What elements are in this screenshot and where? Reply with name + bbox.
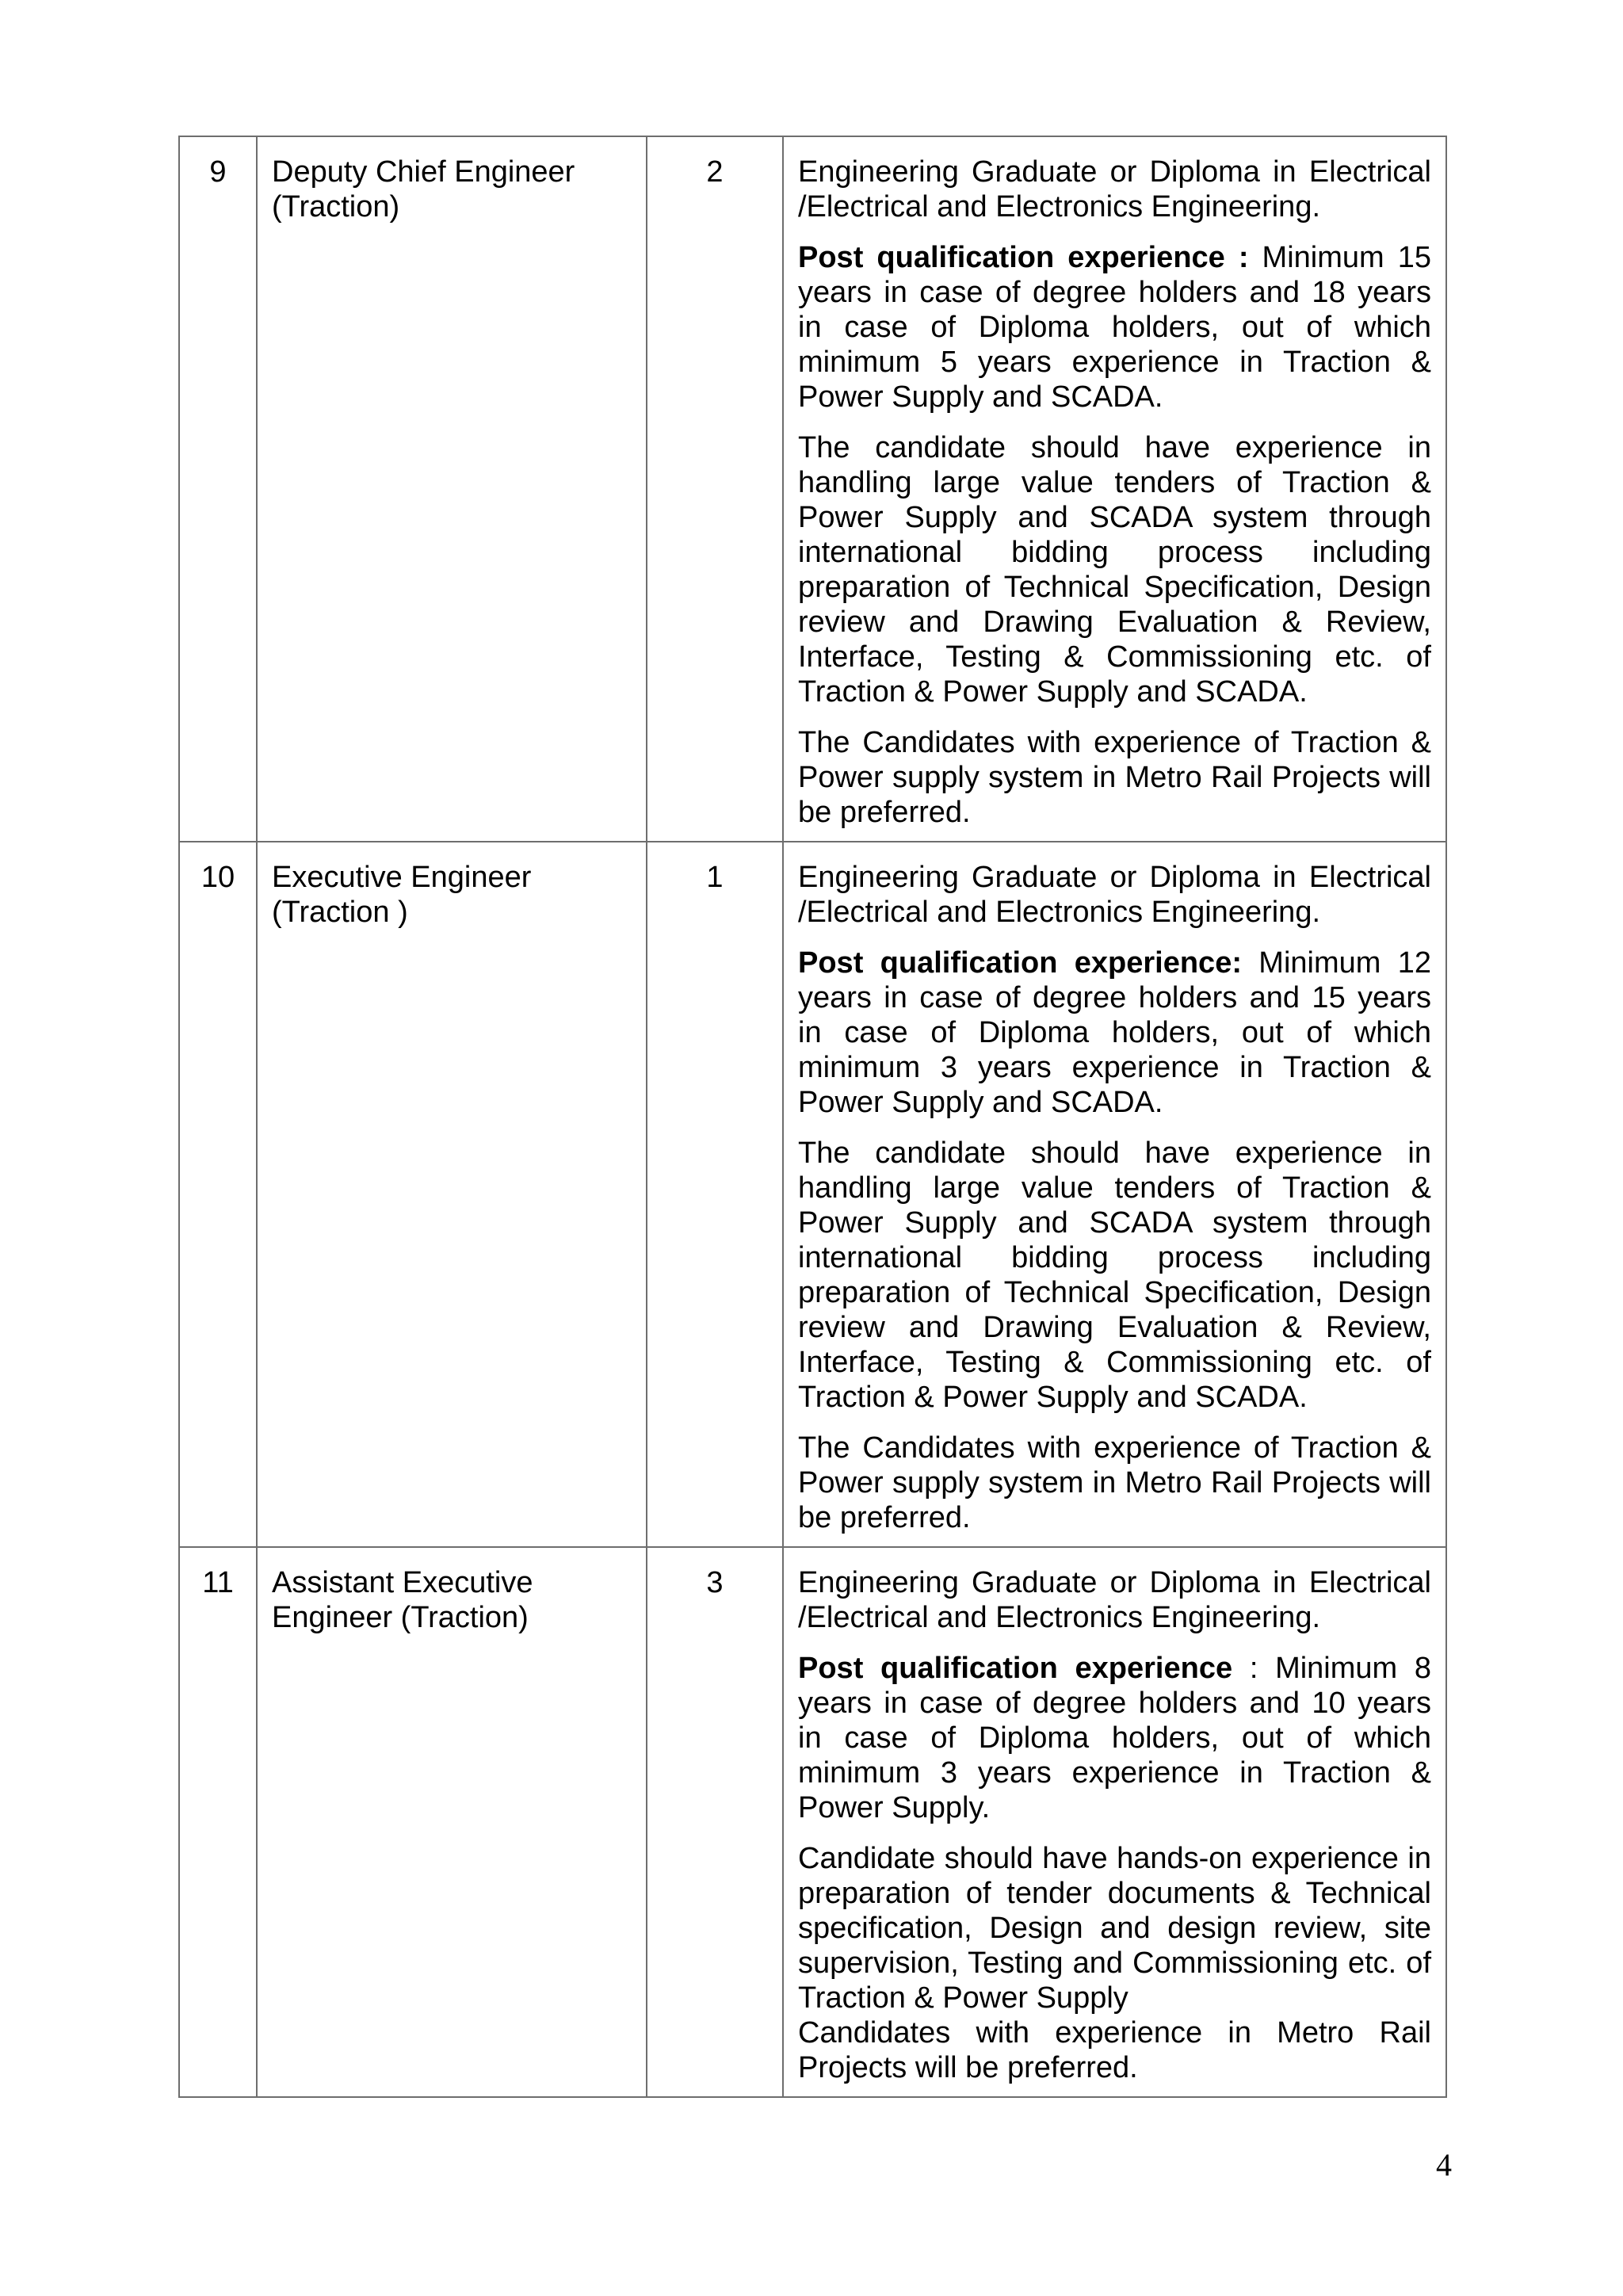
qualification-cell — [783, 1547, 1446, 2097]
experience-label: Post qualification experience: — [798, 946, 1242, 980]
post-name-line: (Traction ) — [272, 896, 408, 929]
experience-label: Post qualification experience — [798, 1652, 1233, 1685]
page-number: 4 — [1436, 2147, 1452, 2183]
experience-text: Minimum 12 years in case of degree holders and 15 years in case of Diploma holders, out of which minimum 3 years experience in Traction & Power Supply and SCADA. — [798, 946, 1431, 1119]
post-name-line: Executive Engineer — [272, 861, 532, 894]
requirement-text: Candidate should have hands-on experience in preparation of tender documents & Technical specification, Design and design review, site supervision, Testing and Commissioning etc. of Traction & Power Supply — [798, 1842, 1431, 2015]
serial-number: 9 — [179, 136, 257, 842]
post-name-line: Deputy Chief Engineer — [272, 155, 575, 189]
experience-paragraph — [798, 240, 1431, 415]
table-row — [179, 1547, 1446, 2097]
serial-number: 10 — [179, 842, 257, 1547]
experience-label: Post qualification experience : — [798, 241, 1249, 274]
vacancy-count: 3 — [647, 1547, 783, 2097]
post-name-line: Assistant Executive — [272, 1566, 533, 1599]
recruitment-table — [178, 136, 1447, 2098]
post-name — [257, 842, 647, 1547]
experience-text: Minimum 15 years in case of degree holders and 18 years in case of Diploma holders, out of which minimum 5 years experience in Traction & Power Supply and SCADA. — [798, 241, 1431, 414]
post-name-line: Engineer (Traction) — [272, 1601, 529, 1634]
experience-paragraph — [798, 1651, 1431, 1825]
post-name — [257, 136, 647, 842]
post-name-line: (Traction) — [272, 190, 400, 223]
qualification-cell — [783, 136, 1446, 842]
requirement-text: The candidate should have experience in handling large value tenders of Traction & Power Supply and SCADA system through international bidding process including preparation of Technical Specification, Design review and Drawing Evaluation & Review, Interface, Testing & Commissioning etc. of Traction & Power Supply and SCADA. — [798, 431, 1431, 709]
requirement-text: The candidate should have experience in handling large value tenders of Traction & Power Supply and SCADA system through international bidding process including preparation of Technical Specification, Design review and Drawing Evaluation & Review, Interface, Testing & Commissioning etc. of Traction & Power Supply and SCADA. — [798, 1137, 1431, 1414]
preference-text: The Candidates with experience of Traction & Power supply system in Metro Rail Projects will be preferred. — [798, 1431, 1431, 1534]
experience-text: : Minimum 8 years in case of degree holders and 10 years in case of Diploma holders, out of which minimum 3 years experience in Traction & Power Supply. — [798, 1652, 1432, 1824]
table-row — [179, 136, 1446, 842]
serial-number: 11 — [179, 1547, 257, 2097]
qualification-text: Engineering Graduate or Diploma in Electrical /Electrical and Electronics Engineering. — [798, 861, 1431, 929]
preference-text: Candidates with experience in Metro Rail Projects will be preferred. — [798, 2016, 1431, 2084]
qualification-cell — [783, 842, 1446, 1547]
vacancy-count: 1 — [647, 842, 783, 1547]
experience-paragraph — [798, 946, 1431, 1120]
vacancy-count: 2 — [647, 136, 783, 842]
qualification-text: Engineering Graduate or Diploma in Electrical /Electrical and Electronics Engineering. — [798, 155, 1431, 223]
preference-text: The Candidates with experience of Traction & Power supply system in Metro Rail Projects will be preferred. — [798, 726, 1431, 829]
table-row — [179, 842, 1446, 1547]
qualification-text: Engineering Graduate or Diploma in Electrical /Electrical and Electronics Engineering. — [798, 1566, 1431, 1634]
post-name — [257, 1547, 647, 2097]
